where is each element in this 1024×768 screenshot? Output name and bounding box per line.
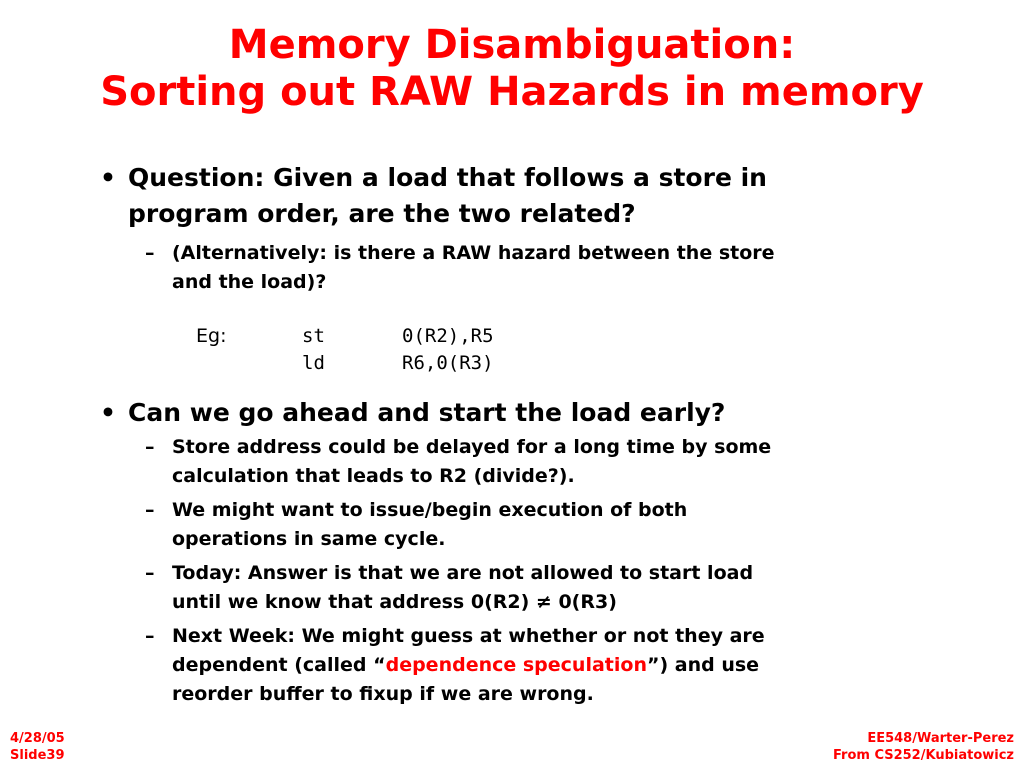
example-label: Eg: — [196, 325, 227, 347]
code-example — [100, 297, 900, 395]
code-op-store: st — [302, 325, 325, 347]
bullet-dot: • — [100, 163, 116, 192]
dash-marker: – — [145, 625, 155, 647]
bullet-dot: • — [100, 398, 116, 427]
sub-bullet-line-1: Store address could be delayed for a long time by some — [172, 436, 772, 458]
bullet-question-line-1: Question: Given a load that follows a store in — [128, 163, 767, 192]
sub-bullet-same-cycle — [100, 496, 900, 554]
code-args-store: 0(R2),R5 — [402, 325, 494, 347]
code-args-load: R6,0(R3) — [402, 352, 494, 374]
sub-bullet-line-2: and the load)? — [172, 271, 327, 293]
bullet-load-early-text: Can we go ahead and start the load early? — [128, 398, 726, 427]
footer-left — [10, 730, 65, 764]
dash-marker: – — [145, 562, 155, 584]
footer-slide-number: Slide39 — [10, 748, 65, 763]
sub-bullet-store-address — [100, 433, 900, 491]
sub-bullet-line-1: We might want to issue/begin execution of both — [172, 499, 688, 521]
sub-bullet-line-2: until we know that address 0(R2) ≠ 0(R3) — [172, 591, 617, 613]
sub-bullet-line-3: reorder buffer to fixup if we are wrong. — [172, 683, 594, 705]
sub-bullet-text: ”) and use — [646, 654, 760, 676]
sub-bullet-line-1: (Alternatively: is there a RAW hazard between the store — [172, 242, 775, 264]
slide-title — [0, 22, 1024, 116]
footer-date: 4/28/05 — [10, 731, 65, 746]
sub-bullet-text: dependent (called “ — [172, 654, 386, 676]
footer-source: From CS252/Kubiatowicz — [832, 748, 1014, 763]
sub-bullet-line-2: operations in same cycle. — [172, 528, 446, 550]
dash-marker: – — [145, 499, 155, 521]
sub-bullet-alternatively — [100, 239, 900, 297]
title-line-1: Memory Disambiguation: — [228, 22, 796, 68]
sub-bullet-line-2: calculation that leads to R2 (divide?). — [172, 465, 575, 487]
sub-bullet-next-week — [100, 622, 900, 709]
title-line-2: Sorting out RAW Hazards in memory — [100, 69, 924, 115]
sub-bullet-today — [100, 559, 900, 617]
dependence-speculation-highlight: dependence speculation — [385, 654, 647, 676]
sub-bullet-line-1: Next Week: We might guess at whether or not they are — [172, 625, 765, 647]
bullet-load-early — [100, 395, 900, 431]
bullet-question — [100, 160, 900, 232]
sub-bullet-line-1: Today: Answer is that we are not allowed to start load — [172, 562, 754, 584]
footer-right — [833, 730, 1014, 764]
sub-bullet-line-2 — [172, 651, 900, 680]
slide-content — [100, 160, 900, 709]
bullet-question-line-2: program order, are the two related? — [128, 199, 636, 228]
dash-marker: – — [145, 436, 155, 458]
footer-course: EE548/Warter-Perez — [867, 731, 1014, 746]
dash-marker: – — [145, 242, 155, 264]
code-op-load: ld — [302, 352, 325, 374]
